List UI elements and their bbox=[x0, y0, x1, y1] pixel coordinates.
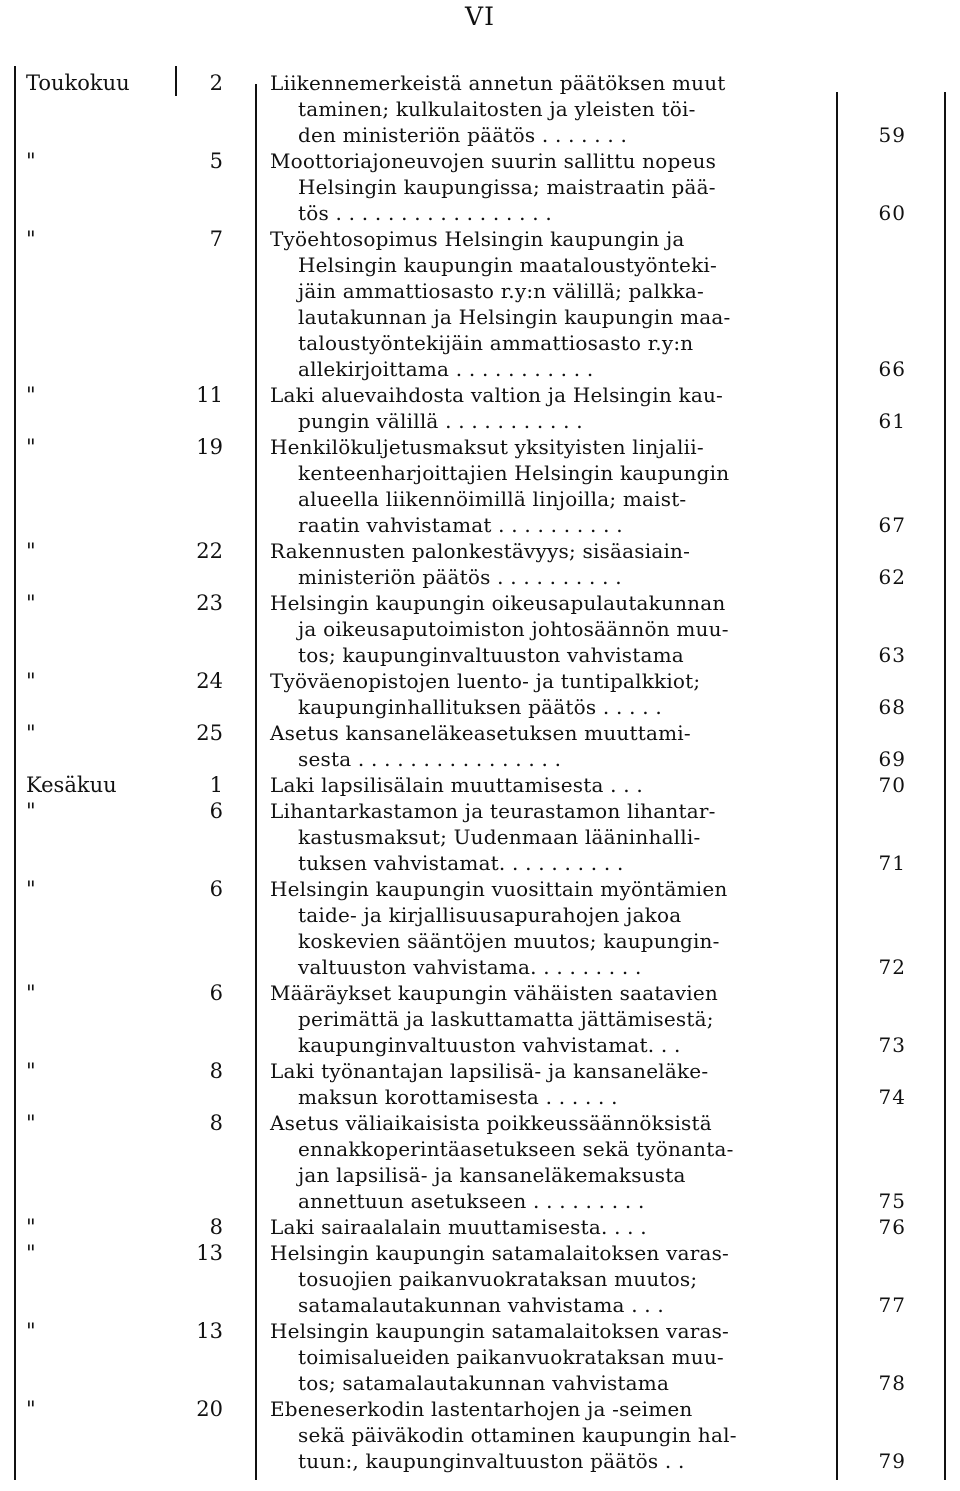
day-number: 6 bbox=[209, 799, 223, 823]
toc-entry bbox=[0, 590, 960, 668]
entry-line bbox=[0, 1266, 960, 1292]
entry-line bbox=[0, 1448, 960, 1474]
entry-text: tosuojien paikanvuokrataksan muutos; bbox=[298, 1267, 698, 1291]
entry-text: Laki lapsilisälain muuttamisesta . . . bbox=[270, 773, 643, 797]
entry-text: Helsingin kaupungin satamalaitoksen varas- bbox=[270, 1241, 729, 1265]
entry-text: ennakkoperintäasetukseen sekä työnanta- bbox=[298, 1137, 734, 1161]
month-label: " bbox=[26, 149, 36, 173]
entry-line bbox=[0, 1058, 960, 1084]
toc-entry bbox=[0, 1214, 960, 1240]
entry-line bbox=[0, 1084, 960, 1110]
entry-text: pungin välillä . . . . . . . . . . . bbox=[298, 409, 583, 433]
entry-text: allekirjoittama . . . . . . . . . . . bbox=[298, 357, 594, 381]
toc-entry bbox=[0, 876, 960, 980]
entry-line bbox=[0, 408, 960, 434]
page-reference: 61 bbox=[878, 409, 906, 433]
entry-line bbox=[0, 252, 960, 278]
page-reference: 63 bbox=[878, 643, 906, 667]
entry-text: Helsingin kaupungin vuosittain myöntämien bbox=[270, 877, 728, 901]
day-number: 22 bbox=[196, 539, 223, 563]
entry-line bbox=[0, 226, 960, 252]
entry-line bbox=[0, 590, 960, 616]
entry-line bbox=[0, 772, 960, 798]
day-number: 6 bbox=[209, 981, 223, 1005]
day-number: 8 bbox=[209, 1111, 223, 1135]
entry-text: kaupunginvaltuuston vahvistamat. . . bbox=[298, 1033, 681, 1057]
entry-text: Ebeneserkodin lastentarhojen ja -seimen bbox=[270, 1397, 693, 1421]
entry-line bbox=[0, 96, 960, 122]
month-label: " bbox=[26, 435, 36, 459]
toc-entry bbox=[0, 772, 960, 798]
entry-line bbox=[0, 460, 960, 486]
entry-text: Asetus kansaneläkeasetuksen muuttami- bbox=[270, 721, 691, 745]
day-number: 6 bbox=[209, 877, 223, 901]
entry-line bbox=[0, 980, 960, 1006]
entry-text: Laki sairaalalain muuttamisesta. . . . bbox=[270, 1215, 647, 1239]
entry-text: taloustyöntekijäin ammattiosasto r.y:n bbox=[298, 331, 694, 355]
entry-text: jäin ammattiosasto r.y:n välillä; palkka- bbox=[298, 279, 705, 303]
day-number: 20 bbox=[196, 1397, 223, 1421]
page-reference: 72 bbox=[878, 955, 906, 979]
entry-text: ja oikeusaputoimiston johtosäännön muu- bbox=[298, 617, 729, 641]
day-number: 23 bbox=[196, 591, 223, 615]
month-label: " bbox=[26, 1241, 36, 1265]
entry-text: kastusmaksut; Uudenmaan lääninhalli- bbox=[298, 825, 701, 849]
month-label: " bbox=[26, 1059, 36, 1083]
entry-text: tös . . . . . . . . . . . . . . . . . bbox=[298, 201, 552, 225]
entry-line bbox=[0, 434, 960, 460]
month-label: " bbox=[26, 383, 36, 407]
page-reference: 77 bbox=[878, 1293, 906, 1317]
entry-line bbox=[0, 1214, 960, 1240]
page-reference: 78 bbox=[878, 1371, 906, 1395]
entry-line bbox=[0, 174, 960, 200]
entry-text: toimisalueiden paikanvuokrataksan muu- bbox=[298, 1345, 724, 1369]
day-number: 5 bbox=[209, 149, 223, 173]
day-number: 24 bbox=[196, 669, 223, 693]
entry-line bbox=[0, 850, 960, 876]
entry-line bbox=[0, 694, 960, 720]
toc-entry bbox=[0, 70, 960, 148]
entry-line bbox=[0, 356, 960, 382]
entry-line bbox=[0, 1162, 960, 1188]
toc-entry bbox=[0, 538, 960, 590]
entry-line bbox=[0, 798, 960, 824]
entry-text: Työehtosopimus Helsingin kaupungin ja bbox=[270, 227, 685, 251]
entry-text: Asetus väliaikaisista poikkeussäännöksistä bbox=[270, 1111, 712, 1135]
entry-line bbox=[0, 1396, 960, 1422]
entry-line bbox=[0, 954, 960, 980]
entry-text: Liikennemerkeistä annetun päätöksen muut bbox=[270, 71, 726, 95]
toc-entry bbox=[0, 1318, 960, 1396]
entry-line bbox=[0, 70, 960, 96]
month-label: " bbox=[26, 1215, 36, 1239]
entry-line bbox=[0, 1344, 960, 1370]
page-reference: 66 bbox=[878, 357, 906, 381]
page-reference: 59 bbox=[878, 123, 906, 147]
entry-line bbox=[0, 1292, 960, 1318]
entry-text: valtuuston vahvistama. . . . . . . . . bbox=[298, 955, 642, 979]
entry-line bbox=[0, 1318, 960, 1344]
entry-text: taminen; kulkulaitosten ja yleisten töi- bbox=[298, 97, 696, 121]
entry-text: tos; satamalautakunnan vahvistama bbox=[298, 1371, 670, 1395]
page-reference: 69 bbox=[878, 747, 906, 771]
toc-entry bbox=[0, 226, 960, 382]
entry-text: maksun korottamisesta . . . . . . bbox=[298, 1085, 618, 1109]
entry-text: Henkilökuljetusmaksut yksityisten linjalii- bbox=[270, 435, 704, 459]
entry-text: Helsingin kaupungin maataloustyönteki- bbox=[298, 253, 717, 277]
entry-line bbox=[0, 538, 960, 564]
page-reference: 76 bbox=[878, 1215, 906, 1239]
entry-text: den ministeriön päätös . . . . . . . bbox=[298, 123, 628, 147]
entry-line bbox=[0, 1240, 960, 1266]
entry-line bbox=[0, 1422, 960, 1448]
page-reference: 71 bbox=[878, 851, 906, 875]
month-label: " bbox=[26, 1319, 36, 1343]
entry-line bbox=[0, 122, 960, 148]
toc-entry bbox=[0, 1240, 960, 1318]
entry-text: sesta . . . . . . . . . . . . . . . . bbox=[298, 747, 562, 771]
entry-text: tuun:, kaupunginvaltuuston päätös . . bbox=[298, 1449, 685, 1473]
toc-entry bbox=[0, 382, 960, 434]
entry-text: satamalautakunnan vahvistama . . . bbox=[298, 1293, 664, 1317]
page-reference: 74 bbox=[878, 1085, 906, 1109]
day-number: 8 bbox=[209, 1059, 223, 1083]
entry-line bbox=[0, 616, 960, 642]
entry-text: Moottoriajoneuvojen suurin sallittu nopeus bbox=[270, 149, 717, 173]
entry-text: tuksen vahvistamat. . . . . . . . . . bbox=[298, 851, 624, 875]
entry-line bbox=[0, 1032, 960, 1058]
entry-text: Lihantarkastamon ja teurastamon lihantar- bbox=[270, 799, 716, 823]
entry-line bbox=[0, 512, 960, 538]
entry-text: Helsingin kaupungissa; maistraatin pää- bbox=[298, 175, 716, 199]
entry-text: Rakennusten palonkestävyys; sisäasiain- bbox=[270, 539, 691, 563]
month-label: " bbox=[26, 1397, 36, 1421]
entry-text: annettuun asetukseen . . . . . . . . . bbox=[298, 1189, 645, 1213]
entry-line bbox=[0, 902, 960, 928]
entry-line bbox=[0, 876, 960, 902]
month-label: " bbox=[26, 1111, 36, 1135]
entry-text: Määräykset kaupungin vähäisten saatavien bbox=[270, 981, 718, 1005]
entry-line bbox=[0, 486, 960, 512]
entry-line bbox=[0, 824, 960, 850]
entry-line bbox=[0, 1370, 960, 1396]
entry-line bbox=[0, 642, 960, 668]
entry-line bbox=[0, 1188, 960, 1214]
day-number: 25 bbox=[196, 721, 223, 745]
entry-line bbox=[0, 564, 960, 590]
entry-text: Helsingin kaupungin oikeusapulautakunnan bbox=[270, 591, 726, 615]
month-label: " bbox=[26, 799, 36, 823]
toc-entry bbox=[0, 980, 960, 1058]
month-label: " bbox=[26, 669, 36, 693]
entry-text: sekä päiväkodin ottaminen kaupungin hal- bbox=[298, 1423, 737, 1447]
page-reference: 75 bbox=[878, 1189, 906, 1213]
page-reference: 62 bbox=[878, 565, 906, 589]
entry-line bbox=[0, 330, 960, 356]
entry-text: alueella liikennöimillä linjoilla; maist- bbox=[298, 487, 687, 511]
day-number: 8 bbox=[209, 1215, 223, 1239]
entry-line bbox=[0, 720, 960, 746]
entry-text: taide- ja kirjallisuusapurahojen jakoa bbox=[298, 903, 682, 927]
month-label: " bbox=[26, 227, 36, 251]
entry-line bbox=[0, 668, 960, 694]
entry-text: lautakunnan ja Helsingin kaupungin maa- bbox=[298, 305, 731, 329]
entry-line bbox=[0, 148, 960, 174]
entry-line bbox=[0, 382, 960, 408]
entry-line bbox=[0, 200, 960, 226]
day-number: 1 bbox=[209, 773, 223, 797]
day-number: 2 bbox=[209, 71, 223, 95]
month-label: Toukokuu bbox=[26, 71, 130, 95]
entry-text: tos; kaupunginvaltuuston vahvistama bbox=[298, 643, 684, 667]
day-number: 11 bbox=[196, 383, 223, 407]
entry-line bbox=[0, 1110, 960, 1136]
month-label: " bbox=[26, 591, 36, 615]
page-reference: 68 bbox=[878, 695, 906, 719]
toc-entry bbox=[0, 1058, 960, 1110]
entry-text: ministeriön päätös . . . . . . . . . . bbox=[298, 565, 622, 589]
entry-line bbox=[0, 1006, 960, 1032]
page-reference: 79 bbox=[878, 1449, 906, 1473]
page-number: VI bbox=[465, 2, 495, 31]
toc-entry bbox=[0, 798, 960, 876]
month-label: " bbox=[26, 981, 36, 1005]
entry-line bbox=[0, 746, 960, 772]
month-label: " bbox=[26, 539, 36, 563]
day-number: 7 bbox=[209, 227, 223, 251]
toc-entry bbox=[0, 148, 960, 226]
day-number: 13 bbox=[196, 1319, 223, 1343]
page-reference: 60 bbox=[878, 201, 906, 225]
day-number: 13 bbox=[196, 1241, 223, 1265]
entry-line bbox=[0, 304, 960, 330]
page-reference: 73 bbox=[878, 1033, 906, 1057]
month-label: " bbox=[26, 721, 36, 745]
entry-text: Laki työnantajan lapsilisä- ja kansaneläke- bbox=[270, 1059, 709, 1083]
entry-line bbox=[0, 278, 960, 304]
month-label: " bbox=[26, 877, 36, 901]
entry-text: kaupunginhallituksen päätös . . . . . bbox=[298, 695, 662, 719]
toc-entry bbox=[0, 720, 960, 772]
entry-text: kenteenharjoittajien Helsingin kaupungin bbox=[298, 461, 730, 485]
entry-text: jan lapsilisä- ja kansaneläkemaksusta bbox=[298, 1163, 686, 1187]
entry-text: Helsingin kaupungin satamalaitoksen varas- bbox=[270, 1319, 729, 1343]
day-number: 19 bbox=[196, 435, 223, 459]
entry-line bbox=[0, 928, 960, 954]
toc-entry bbox=[0, 434, 960, 538]
entry-line bbox=[0, 1136, 960, 1162]
page-reference: 67 bbox=[878, 513, 906, 537]
entry-text: raatin vahvistamat . . . . . . . . . . bbox=[298, 513, 623, 537]
page-reference: 70 bbox=[878, 773, 906, 797]
month-label: Kesäkuu bbox=[26, 773, 117, 797]
entry-text: perimättä ja laskuttamatta jättämisestä; bbox=[298, 1007, 714, 1031]
toc-entry bbox=[0, 668, 960, 720]
entry-text: koskevien sääntöjen muutos; kaupungin- bbox=[298, 929, 720, 953]
entry-text: Työväenopistojen luento- ja tuntipalkkiot; bbox=[270, 669, 701, 693]
toc-entry bbox=[0, 1396, 960, 1474]
entry-text: Laki aluevaihdosta valtion ja Helsingin kau- bbox=[270, 383, 723, 407]
toc-entry bbox=[0, 1110, 960, 1214]
